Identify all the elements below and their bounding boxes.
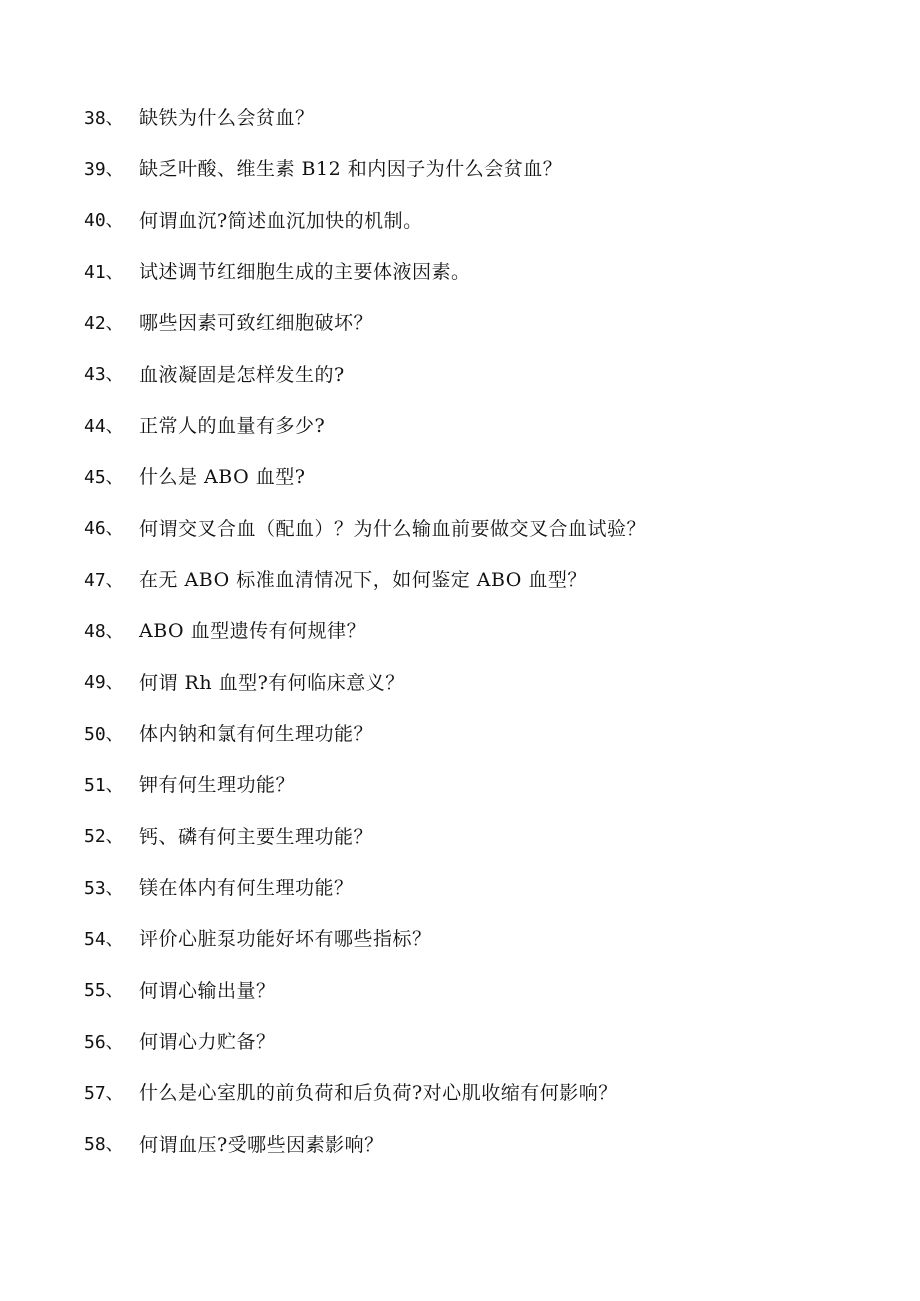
question-number: 54、: [84, 928, 124, 950]
question-item: [0, 194, 920, 245]
question-text: 何谓交叉合血（配血）？为什么输血前要做交叉合血试验？: [139, 517, 647, 540]
question-number: 45、: [84, 466, 124, 488]
question-item: [0, 758, 920, 809]
question-text: 哪些因素可致红细胞破坏？: [139, 312, 374, 335]
question-item: [0, 91, 920, 142]
question-number: 48、: [84, 620, 124, 642]
question-text: 缺铁为什么会贫血？: [139, 107, 315, 130]
question-number: 44、: [84, 415, 124, 437]
question-item: [0, 912, 920, 963]
question-item: [0, 810, 920, 861]
question-text: 评价心脏泵功能好坏有哪些指标？: [139, 928, 432, 951]
question-number: 55、: [84, 980, 124, 1002]
question-number: 39、: [84, 158, 124, 180]
question-number: 47、: [84, 569, 124, 591]
question-item: [0, 553, 920, 604]
question-text: 血液凝固是怎样发生的?: [139, 363, 345, 386]
question-text: 何谓 Rh 血型?有何临床意义？: [139, 671, 405, 694]
question-number: 58、: [84, 1134, 124, 1156]
question-number: 56、: [84, 1031, 124, 1053]
question-item: [0, 656, 920, 707]
question-item: [0, 707, 920, 758]
question-text: 什么是 ABO 血型?: [139, 466, 306, 489]
question-text: 钙、磷有何主要生理功能？: [139, 825, 374, 848]
question-text: ABO 血型遗传有何规律？: [139, 620, 367, 643]
question-list: [0, 91, 920, 1169]
question-number: 41、: [84, 261, 124, 283]
question-number: 50、: [84, 723, 124, 745]
question-text: 何谓血压?受哪些因素影响？: [139, 1133, 384, 1156]
question-item: [0, 1015, 920, 1066]
question-item: [0, 1066, 920, 1117]
question-number: 46、: [84, 518, 124, 540]
question-number: 49、: [84, 672, 124, 694]
question-item: [0, 399, 920, 450]
question-item: [0, 450, 920, 501]
question-item: [0, 502, 920, 553]
question-item: [0, 861, 920, 912]
question-number: 51、: [84, 774, 124, 796]
question-text: 何谓心输出量？: [139, 979, 276, 1002]
question-item: [0, 245, 920, 296]
question-text: 体内钠和氯有何生理功能？: [139, 723, 374, 746]
question-number: 38、: [84, 107, 124, 129]
question-item: [0, 348, 920, 399]
question-item: [0, 964, 920, 1015]
question-number: 40、: [84, 210, 124, 232]
question-number: 53、: [84, 877, 124, 899]
question-item: [0, 142, 920, 193]
question-item: [0, 604, 920, 655]
question-text: 何谓血沉?简述血沉加快的机制。: [139, 209, 423, 232]
question-number: 57、: [84, 1082, 124, 1104]
question-number: 43、: [84, 364, 124, 386]
question-item: [0, 296, 920, 347]
question-text: 缺乏叶酸、维生素 B12 和内因子为什么会贫血？: [139, 158, 563, 181]
question-text: 什么是心室肌的前负荷和后负荷?对心肌收缩有何影响？: [139, 1082, 618, 1105]
question-text: 镁在体内有何生理功能？: [139, 877, 354, 900]
question-text: 正常人的血量有多少?: [139, 415, 326, 438]
question-number: 52、: [84, 826, 124, 848]
question-text: 试述调节红细胞生成的主要体液因素。: [139, 261, 471, 284]
question-number: 42、: [84, 312, 124, 334]
question-text: 何谓心力贮备？: [139, 1031, 276, 1054]
question-text: 钾有何生理功能？: [139, 774, 296, 797]
question-text: 在无 ABO 标准血清情况下，如何鉴定 ABO 血型？: [139, 569, 587, 592]
question-item: [0, 1118, 920, 1169]
